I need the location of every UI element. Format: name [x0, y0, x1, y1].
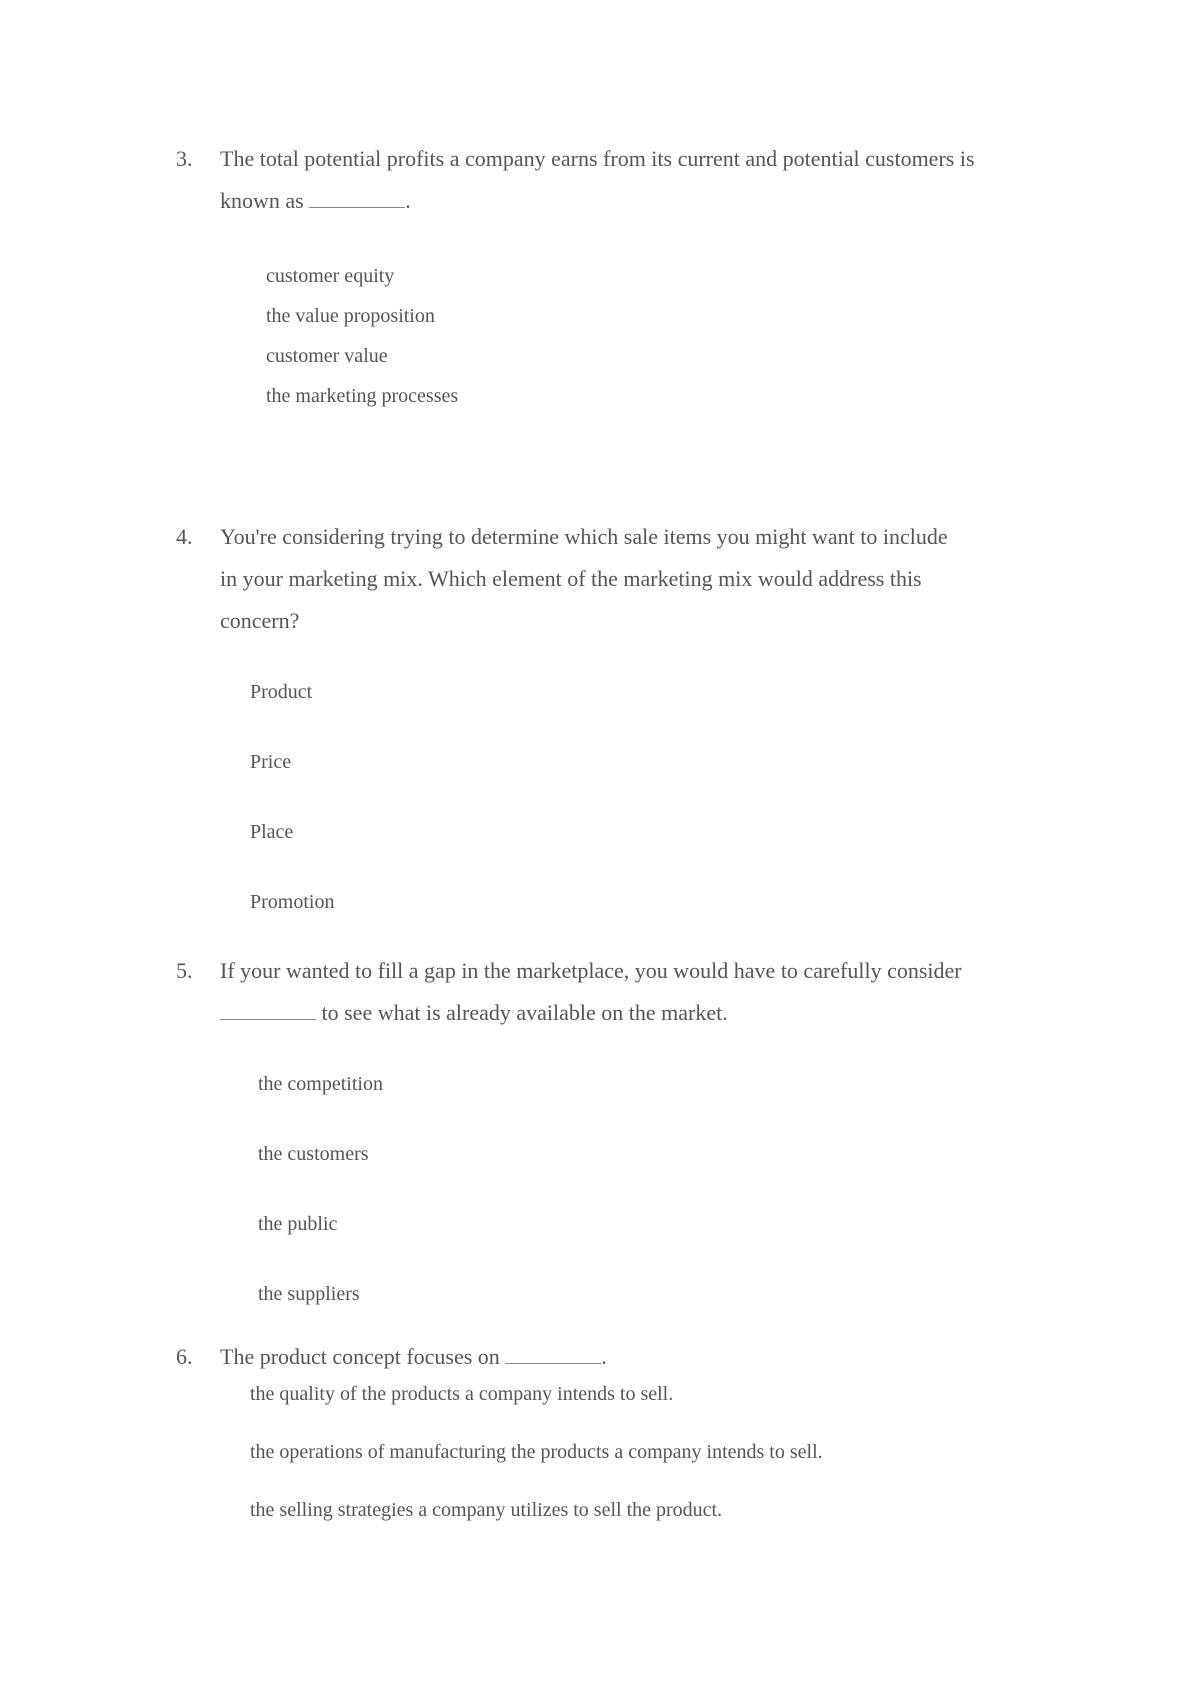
question-number: 6. — [176, 1344, 193, 1369]
question-6 — [176, 1336, 1056, 1378]
question-text: concern? — [220, 608, 300, 633]
question-4 — [176, 516, 1056, 642]
question-text: . — [601, 1344, 607, 1369]
option-item[interactable]: the competition — [258, 1073, 383, 1095]
option-item[interactable]: the marketing processes — [266, 385, 459, 407]
option-item[interactable]: Price — [250, 751, 292, 773]
question-text: If your wanted to fill a gap in the marketplace, you would have to carefully consider — [220, 958, 962, 983]
question-number: 3. — [176, 146, 193, 171]
question-text: known as — [220, 188, 304, 213]
question-number: 4. — [176, 524, 193, 549]
question-6-text — [220, 1336, 1056, 1378]
option-item[interactable]: Product — [250, 681, 313, 703]
question-5 — [176, 950, 1056, 1034]
question-3-line-2 — [176, 180, 1056, 222]
question-text: The total potential profits a company earns from its current and potential customers is — [220, 146, 975, 171]
option-item[interactable]: the suppliers — [258, 1283, 360, 1305]
question-text: in your marketing mix. Which element of the marketing mix would address this — [220, 566, 922, 591]
option-item[interactable]: customer value — [266, 345, 388, 367]
option-item[interactable]: the quality of the products a company intends to sell. — [250, 1383, 674, 1405]
option-item[interactable]: the selling strategies a company utilizes to sell the product. — [250, 1499, 723, 1521]
question-text: . — [405, 188, 411, 213]
question-6-line-1 — [176, 1336, 1056, 1378]
answer-blank — [220, 1001, 316, 1020]
question-text: The product concept focuses on — [220, 1344, 500, 1369]
option-item[interactable]: Place — [250, 821, 294, 843]
question-3 — [176, 138, 1056, 222]
option-item[interactable]: the customers — [258, 1143, 369, 1165]
question-3-line-1 — [176, 138, 1056, 180]
option-item[interactable]: customer equity — [266, 265, 395, 287]
option-item[interactable]: the value proposition — [266, 305, 435, 327]
option-item[interactable]: Promotion — [250, 891, 335, 913]
question-number: 5. — [176, 958, 193, 983]
question-4-line-1 — [176, 516, 1056, 558]
question-text: to see what is already available on the market. — [321, 1000, 728, 1025]
question-text: You're considering trying to determine which sale items you might want to include — [220, 524, 948, 549]
question-5-line-2 — [176, 992, 1056, 1034]
question-5-line-1 — [176, 950, 1056, 992]
answer-blank — [505, 1345, 601, 1364]
option-item[interactable]: the public — [258, 1213, 338, 1235]
answer-blank — [309, 189, 405, 208]
option-item[interactable]: the operations of manufacturing the products a company intends to sell. — [250, 1441, 823, 1463]
